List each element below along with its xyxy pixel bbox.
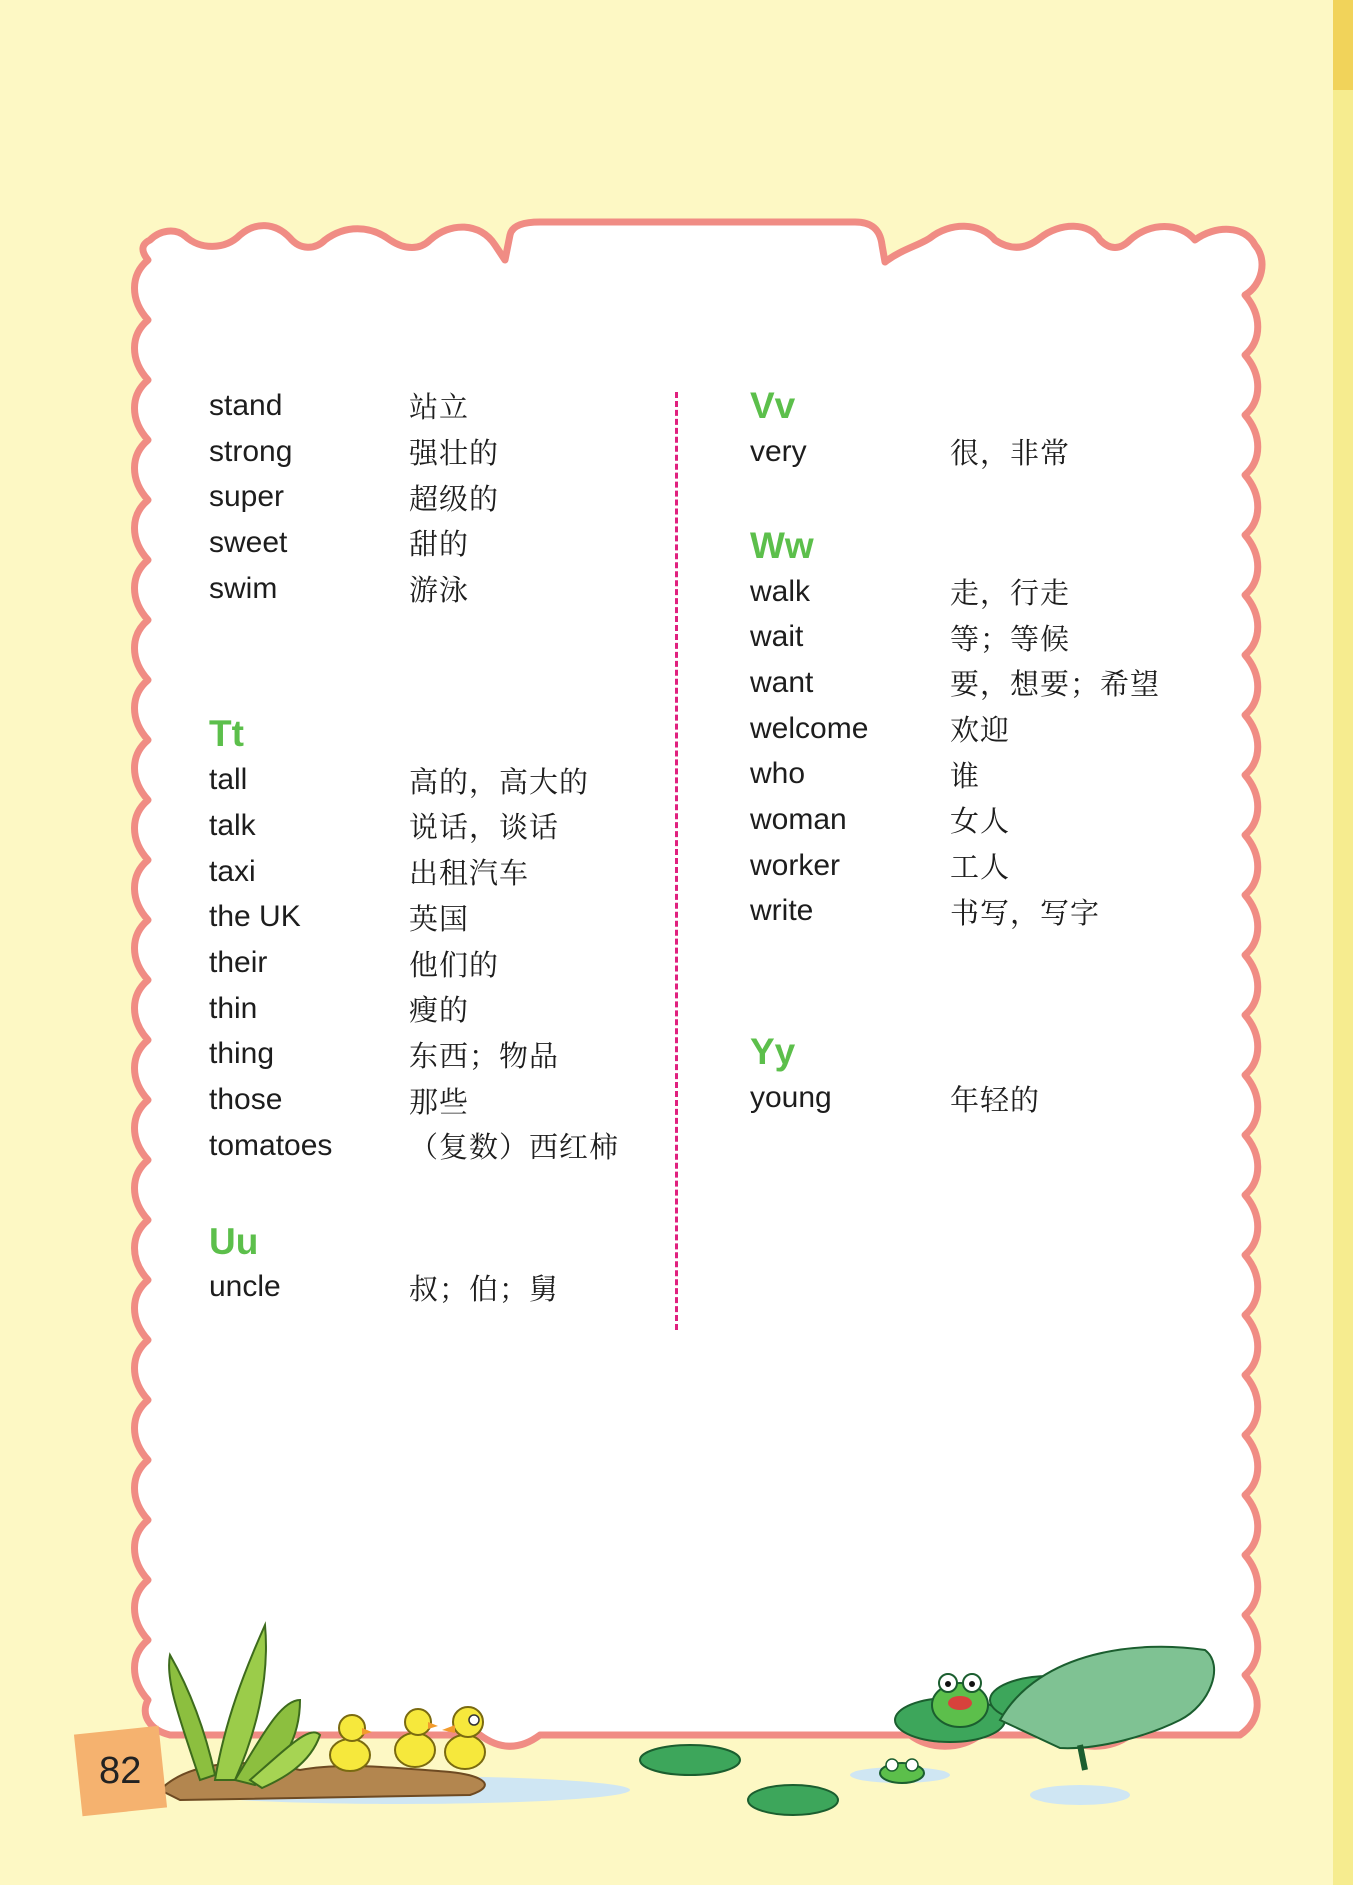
word-zh: 瘦的 [409,993,470,1028]
word-zh: 书写，写字 [950,895,1101,930]
word-zh: 叔；伯；舅 [409,1271,560,1306]
word-en: worker [750,848,841,882]
word-en: the UK [209,900,301,934]
word-en: who [750,757,806,791]
word-zh: 强壮的 [409,436,500,471]
word-zh: 年轻的 [950,1082,1041,1117]
word-zh: 他们的 [409,947,500,982]
word-zh: 谁 [950,758,981,793]
word-en: tomatoes [209,1128,333,1162]
word-en: want [750,665,814,699]
word-zh: 等；等候 [950,621,1071,656]
word-en: sweet [209,525,288,559]
duckling-icon [442,1707,485,1769]
lily-pad-icon [1000,1647,1214,1748]
duckling-icon [330,1715,372,1771]
page-number: 82 [99,1749,142,1792]
word-zh: 东西；物品 [409,1038,560,1073]
word-zh: （复数）西红柿 [409,1130,620,1165]
section-title: Vv [750,385,796,426]
word-en: young [750,1081,832,1115]
word-en: talk [209,808,256,842]
word-en: woman [750,802,847,836]
section-title: Uu [209,1220,259,1262]
word-en: walk [750,574,811,608]
word-zh: 英国 [409,901,470,936]
word-zh: 欢迎 [950,713,1011,748]
word-en: thin [209,991,258,1025]
word-en: their [209,946,268,980]
word-zh: 超级的 [409,481,500,516]
word-en: uncle [209,1270,281,1304]
lily-pad-icon [748,1785,838,1815]
word-zh: 游泳 [409,573,470,608]
word-en: write [750,894,814,928]
word-zh: 站立 [409,390,470,425]
word-zh: 高的，高大的 [409,764,590,799]
word-en: stand [209,388,283,422]
word-en: taxi [209,854,256,888]
seaweed-icon [169,1625,320,1788]
word-en: tall [209,763,248,797]
page-number-box [74,1726,167,1816]
word-zh: 女人 [950,804,1011,839]
lily-stem [1080,1745,1085,1770]
word-zh: 很，非常 [950,436,1071,471]
section-title: Tt [209,713,244,755]
word-zh: 那些 [409,1084,470,1119]
word-zh: 工人 [950,850,1011,885]
word-en: strong [209,434,293,468]
word-en: super [209,480,285,514]
word-zh: 出租汽车 [409,856,530,891]
word-en: those [209,1083,283,1117]
word-zh: 要，想要；希望 [950,667,1161,702]
lily-pad-icon [640,1745,740,1775]
word-zh: 走，行走 [950,576,1071,611]
word-zh: 说话，谈话 [409,810,560,845]
word-en: welcome [750,711,869,745]
section-title: Ww [750,524,814,566]
frog-icon [880,1759,924,1783]
duckling-icon [395,1709,438,1767]
word-zh: 甜的 [409,527,470,562]
word-en: wait [750,620,804,654]
word-en: thing [209,1037,275,1071]
section-title: Yy [750,1031,796,1073]
frog-icon [932,1674,988,1727]
word-en: very [750,434,807,468]
water [1030,1785,1130,1805]
word-en: swim [209,571,278,605]
